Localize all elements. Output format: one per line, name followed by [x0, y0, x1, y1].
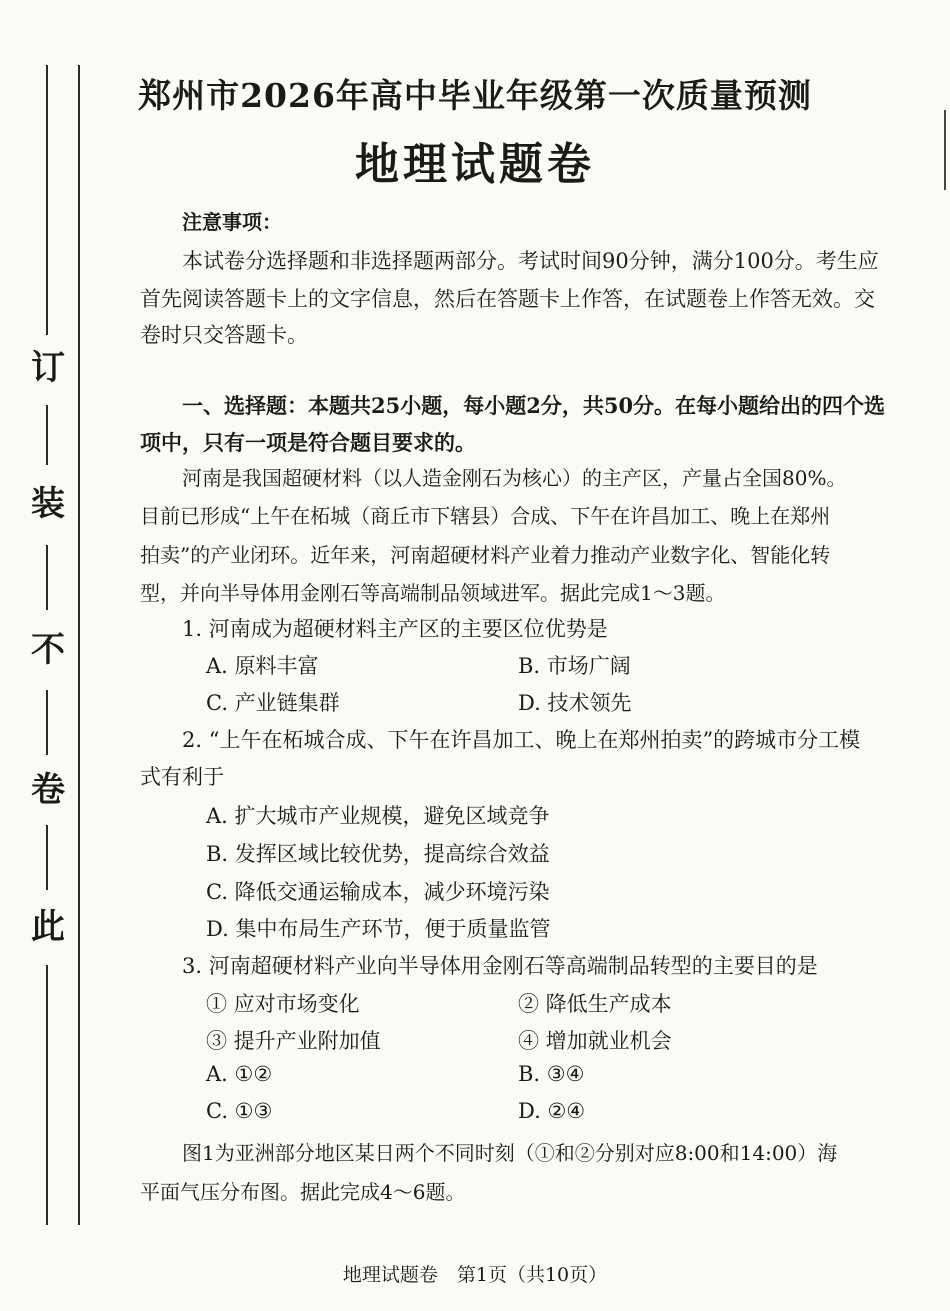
binding-char: 卷: [28, 770, 68, 810]
option-b: B. ③④: [518, 1062, 585, 1086]
option-b: B. 发挥区域比较优势，提高综合效益: [206, 842, 550, 866]
exam-title: 郑州市2026年高中毕业年级第一次质量预测: [138, 76, 812, 115]
binding-dash-line: [46, 545, 48, 610]
section-heading: 一、选择题：本题共25小题，每小题2分，共50分。在每小题给出的四个选: [182, 393, 886, 418]
section-heading: 项中，只有一项是符合题目要求的。: [140, 430, 476, 455]
question-stem: 式有利于: [140, 765, 224, 789]
statement-item: ② 降低生产成本: [518, 992, 672, 1016]
option-c: C. ①③: [206, 1099, 273, 1123]
option-a: A. ①②: [206, 1062, 273, 1086]
passage-line: 图1为亚洲部分地区某日两个不同时刻（①和②分别对应8:00和14:00）海: [182, 1141, 838, 1165]
notice-line: 本试卷分选择题和非选择题两部分。考试时间90分钟，满分100分。考生应: [182, 249, 879, 273]
option-d: D. 集中布局生产环节，便于质量监管: [206, 917, 551, 941]
passage-line: 型，并向半导体用金刚石等高端制品领域进军。据此完成1～3题。: [140, 581, 726, 605]
option-b: B. 市场广阔: [518, 654, 631, 678]
binding-char: 不: [28, 630, 68, 670]
binding-dash-line: [46, 405, 48, 465]
binding-dash-line: [46, 690, 48, 755]
binding-char: 装: [28, 484, 68, 524]
binding-vertical-line: [78, 65, 80, 1225]
statement-item: ④ 增加就业机会: [518, 1029, 672, 1053]
notice-line: 卷时只交答题卡。: [140, 323, 308, 347]
option-a: A. 扩大城市产业规模，避免区域竞争: [206, 804, 550, 828]
option-d: D. 技术领先: [518, 691, 632, 715]
option-c: C. 产业链集群: [206, 691, 340, 715]
option-a: A. 原料丰富: [206, 654, 319, 678]
statement-item: ③ 提升产业附加值: [206, 1029, 381, 1053]
exam-subtitle: 地理试题卷: [355, 139, 595, 190]
passage-line: 拍卖”的产业闭环。近年来，河南超硬材料产业着力推动产业数字化、智能化转: [140, 543, 831, 567]
binding-char: 订: [28, 348, 68, 388]
option-d: D. ②④: [518, 1099, 586, 1123]
passage-line: 目前已形成“上午在柘城（商丘市下辖县）合成、下午在许昌加工、晚上在郑州: [140, 504, 831, 528]
question-stem: 1. 河南成为超硬材料主产区的主要区位优势是: [182, 617, 608, 641]
passage-line: 河南是我国超硬材料（以人造金刚石为核心）的主产区，产量占全国80%。: [182, 466, 847, 490]
question-stem: 2. “上午在柘城合成、下午在许昌加工、晚上在郑州拍卖”的跨城市分工模: [182, 728, 861, 752]
notice-line: 首先阅读答题卡上的文字信息，然后在答题卡上作答，在试题卷上作答无效。交: [140, 287, 875, 311]
page-footer: 地理试题卷 第1页（共10页）: [342, 1264, 608, 1286]
question-stem: 3. 河南超硬材料产业向半导体用金刚石等高端制品转型的主要目的是: [182, 954, 818, 978]
passage-line: 平面气压分布图。据此完成4～6题。: [140, 1180, 466, 1204]
binding-dash-line: [46, 965, 48, 1225]
binding-char: 此: [28, 907, 68, 947]
notice-heading: 注意事项：: [182, 210, 282, 234]
statement-item: ① 应对市场变化: [206, 992, 360, 1016]
binding-dash-line: [46, 825, 48, 890]
option-c: C. 降低交通运输成本，减少环境污染: [206, 880, 550, 904]
